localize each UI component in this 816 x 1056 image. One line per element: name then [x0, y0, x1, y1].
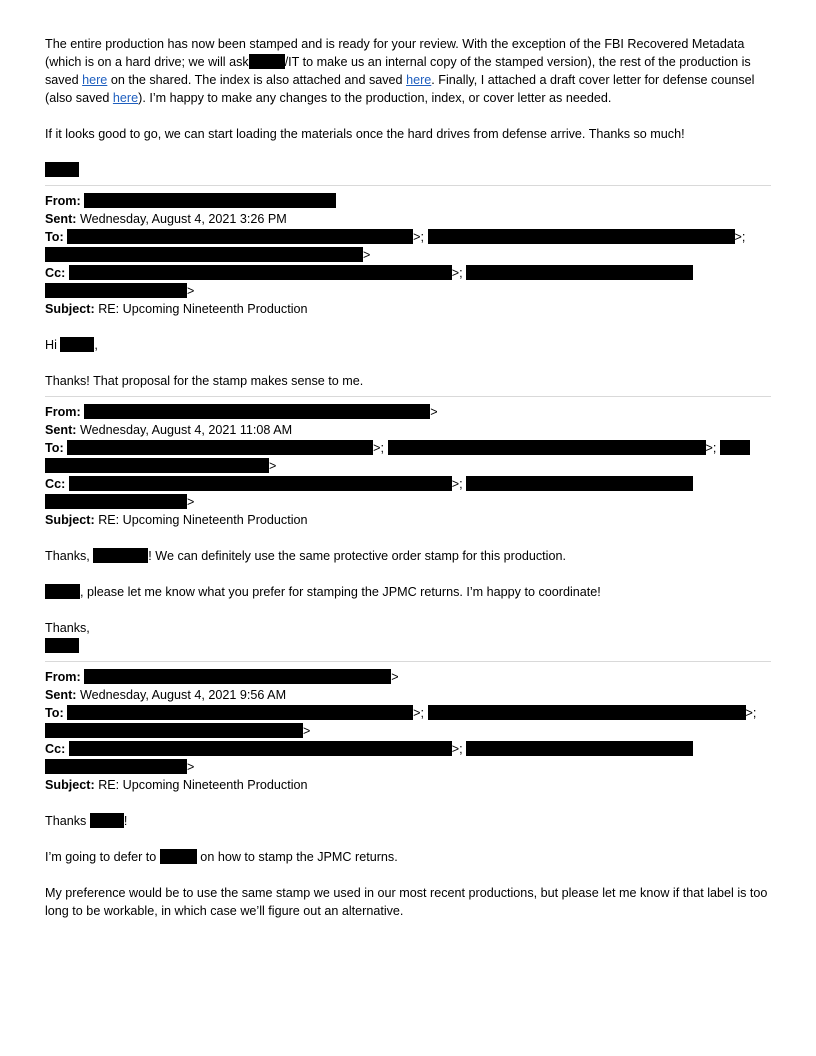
message-body: , please let me know what you prefer for stamping the JPMC returns. I’m happy to coordinate! [45, 583, 771, 601]
redaction-block [466, 265, 693, 280]
intro-closing: If it looks good to go, we can start loading the materials once the hard drives from defense arrive. Thanks so much! [45, 127, 685, 141]
production-link[interactable]: here [82, 73, 108, 87]
message-body: Thanks ! [45, 814, 128, 828]
redaction-block [69, 265, 452, 280]
message-body: I’m going to defer to on how to stamp the JPMC returns. [45, 850, 398, 864]
to-line-continued: > [45, 722, 771, 740]
redaction-block [84, 193, 336, 208]
redaction-block [93, 548, 148, 563]
divider [45, 396, 771, 397]
cc-line: Cc: >; [45, 475, 771, 493]
cc-line-continued: > [45, 282, 771, 300]
sent-line: Sent: Wednesday, August 4, 2021 11:08 AM [45, 423, 293, 437]
redaction-block [60, 337, 94, 352]
redaction-block [69, 476, 452, 491]
redaction-block [428, 705, 746, 720]
message-body: My preference would be to use the same stamp we used in our most recent productions, but please let me know if that label is too long to be workable, in which case we’ll figure out an alternative. [45, 886, 768, 918]
divider [45, 661, 771, 662]
redaction-block [45, 723, 303, 738]
redaction-block [720, 440, 750, 455]
redaction-block [388, 440, 706, 455]
redaction-block [84, 669, 391, 684]
redaction-block [428, 229, 735, 244]
from-line: From: > [45, 405, 438, 419]
redaction-block [67, 705, 413, 720]
cc-line: Cc: >; [45, 264, 771, 282]
message-body: Thanks, ! We can definitely use the same protective order stamp for this production. [45, 549, 566, 563]
to-line: To: >; >; [45, 230, 746, 244]
sent-line: Sent: Wednesday, August 4, 2021 3:26 PM [45, 212, 287, 226]
cc-line-continued: > [45, 758, 771, 776]
redaction-block [45, 458, 269, 473]
redaction-block [45, 584, 80, 599]
subject-line: Subject: RE: Upcoming Nineteenth Production [45, 778, 308, 792]
from-line: From: [45, 192, 771, 210]
greeting: Hi , [45, 338, 98, 352]
redaction-block [67, 229, 413, 244]
divider [45, 185, 771, 186]
signature [45, 637, 771, 655]
redaction-block [84, 404, 430, 419]
subject-line: Subject: RE: Upcoming Nineteenth Production [45, 302, 308, 316]
redaction-block [466, 741, 693, 756]
redaction-block [45, 638, 79, 653]
redaction-block [160, 849, 197, 864]
redaction-block [45, 247, 363, 262]
redaction-block [67, 440, 373, 455]
message-body: Thanks! That proposal for the stamp makes sense to me. [45, 374, 364, 388]
redaction-block [249, 54, 285, 69]
to-line: To: >; >; [45, 706, 757, 720]
redaction-block [45, 283, 187, 298]
index-link[interactable]: here [406, 73, 432, 87]
redaction-block [69, 741, 452, 756]
redaction-block [466, 476, 693, 491]
cc-line-continued: > [45, 493, 771, 511]
cover-letter-link[interactable]: here [112, 91, 139, 105]
intro-paragraph: The entire production has now been stamped and is ready for your review. With the exception of the FBI Recovered Metadata (which is on a hard drive; we will ask /IT to make us an internal copy of the stamped version), the rest of the production is saved here on the shared. The index is also attached and saved here. Finally, I attached a draft cover letter for defense counsel (also saved here). I’m happy to make any changes to the production, index, or cover letter as needed. [45, 37, 755, 105]
from-line: From: > [45, 670, 399, 684]
subject-line: Subject: RE: Upcoming Nineteenth Production [45, 513, 308, 527]
signoff: Thanks, [45, 621, 90, 635]
to-line-continued: > [45, 246, 771, 264]
to-line-continued: > [45, 457, 771, 475]
to-line: To: >; >; [45, 439, 771, 457]
cc-line: Cc: >; [45, 740, 771, 758]
redaction-block [45, 162, 79, 177]
redaction-block [90, 813, 124, 828]
redaction-block [45, 759, 187, 774]
sent-line: Sent: Wednesday, August 4, 2021 9:56 AM [45, 688, 287, 702]
email-document [45, 35, 771, 920]
signature [45, 161, 771, 179]
redaction-block [45, 494, 187, 509]
